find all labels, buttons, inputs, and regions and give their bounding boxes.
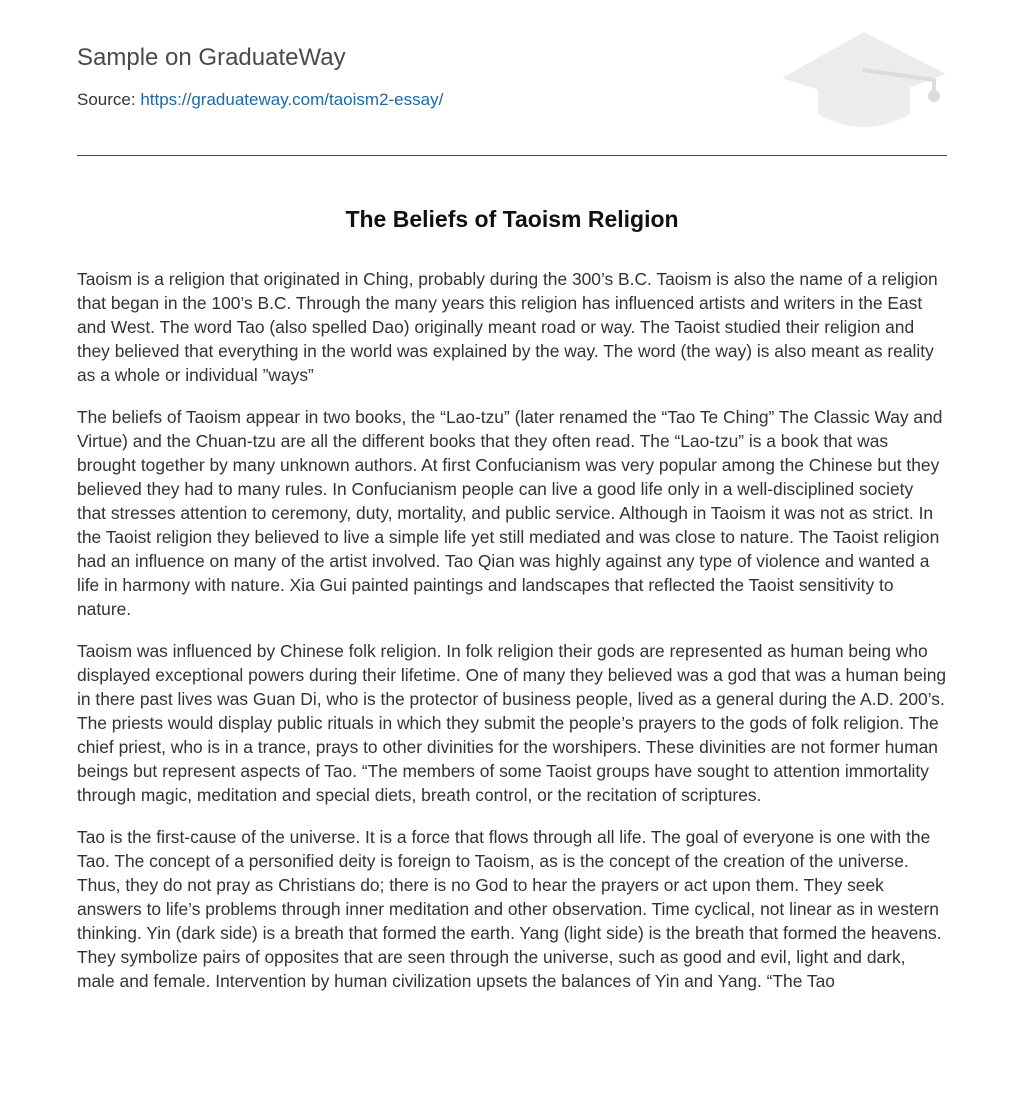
essay-body [77,267,947,1011]
essay-paragraph: Taoism was influenced by Chinese folk religion. In folk religion their gods are represented as human being who displayed exceptional powers during their lifetime. One of many they believed was a god that was a human being in there past lives was Guan Di, who is the protector of business people, lived as a general during the A.D. 200’s. The priests would display public rituals in which they submit the people’s prayers to the gods of folk religion. The chief priest, who is in a trance, prays to other divinities for the worshipers. These divinities are not former human beings but represent aspects of Tao. “The members of some Taoist groups have sought to attention immortality through magic, meditation and special diets, breath control, or the recitation of scriptures. [77,641,947,805]
site-title: Sample on GraduateWay [77,44,346,71]
essay-paragraph: Tao is the first-cause of the universe. It is a force that flows through all life. The goal of everyone is one with the Tao. The concept of a personified deity is foreign to Taoism, as is the concept of the creation of the universe. Thus, they do not pray as Christians do; there is no God to hear the prayers or act upon them. They seek answers to life’s problems through inner meditation and other observation. Time cyclical, not linear as in western thinking. Yin (dark side) is a breath that formed the earth. Yang (light side) is the breath that formed the heavens. They symbolize pairs of opposites that are seen through the universe, such as good and evil, light and dark, male and female. Intervention by human civilization upsets the balances of Yin and Yang. “The Tao [77,827,942,991]
page-header [77,0,947,156]
essay-paragraph: The beliefs of Taoism appear in two books, the “Lao-tzu” (later renamed the “Tao Te Ching” The Classic Way and Virtue) and the Chuan-tzu are all the different books that they often read. The “Lao-tzu” is a book that was brought together by many unknown authors. At first Confucianism was very popular among the Chinese but they believed they had to many rules. In Confucianism people can live a good life only in a well-disciplined society that stresses attention to ceremony, duty, mortality, and public service. Although in Taoism it was not as strict. In the Taoist religion they believed to live a simple life yet still mediated and was close to nature. The Taoist religion had an influence on many of the artist involved. Tao Qian was highly against any type of violence and wanted a life in harmony with nature. Xia Gui painted paintings and landscapes that reflected the Taoist sensitivity to nature. [77,407,943,619]
essay-title: The Beliefs of Taoism Religion [345,206,679,232]
source-link[interactable]: https://graduateway.com/taoism2-essay/ [140,90,444,109]
essay-paragraph: Taoism is a religion that originated in Ching, probably during the 300’s B.C. Taoism is also the name of a religion that began in the 100’s B.C. Through the many years this religion has influenced artists and writers in the East and West. The word Tao (also spelled Dao) originally meant road or way. The Taoist studied their religion and they believed that everything in the world was explained by the way. The word (the way) is also meant as reality as a whole or individual ”ways” [77,269,938,385]
header-divider [77,155,947,156]
source-line [77,90,443,110]
source-label: Source: [77,90,136,109]
graduation-cap-icon [780,30,948,134]
